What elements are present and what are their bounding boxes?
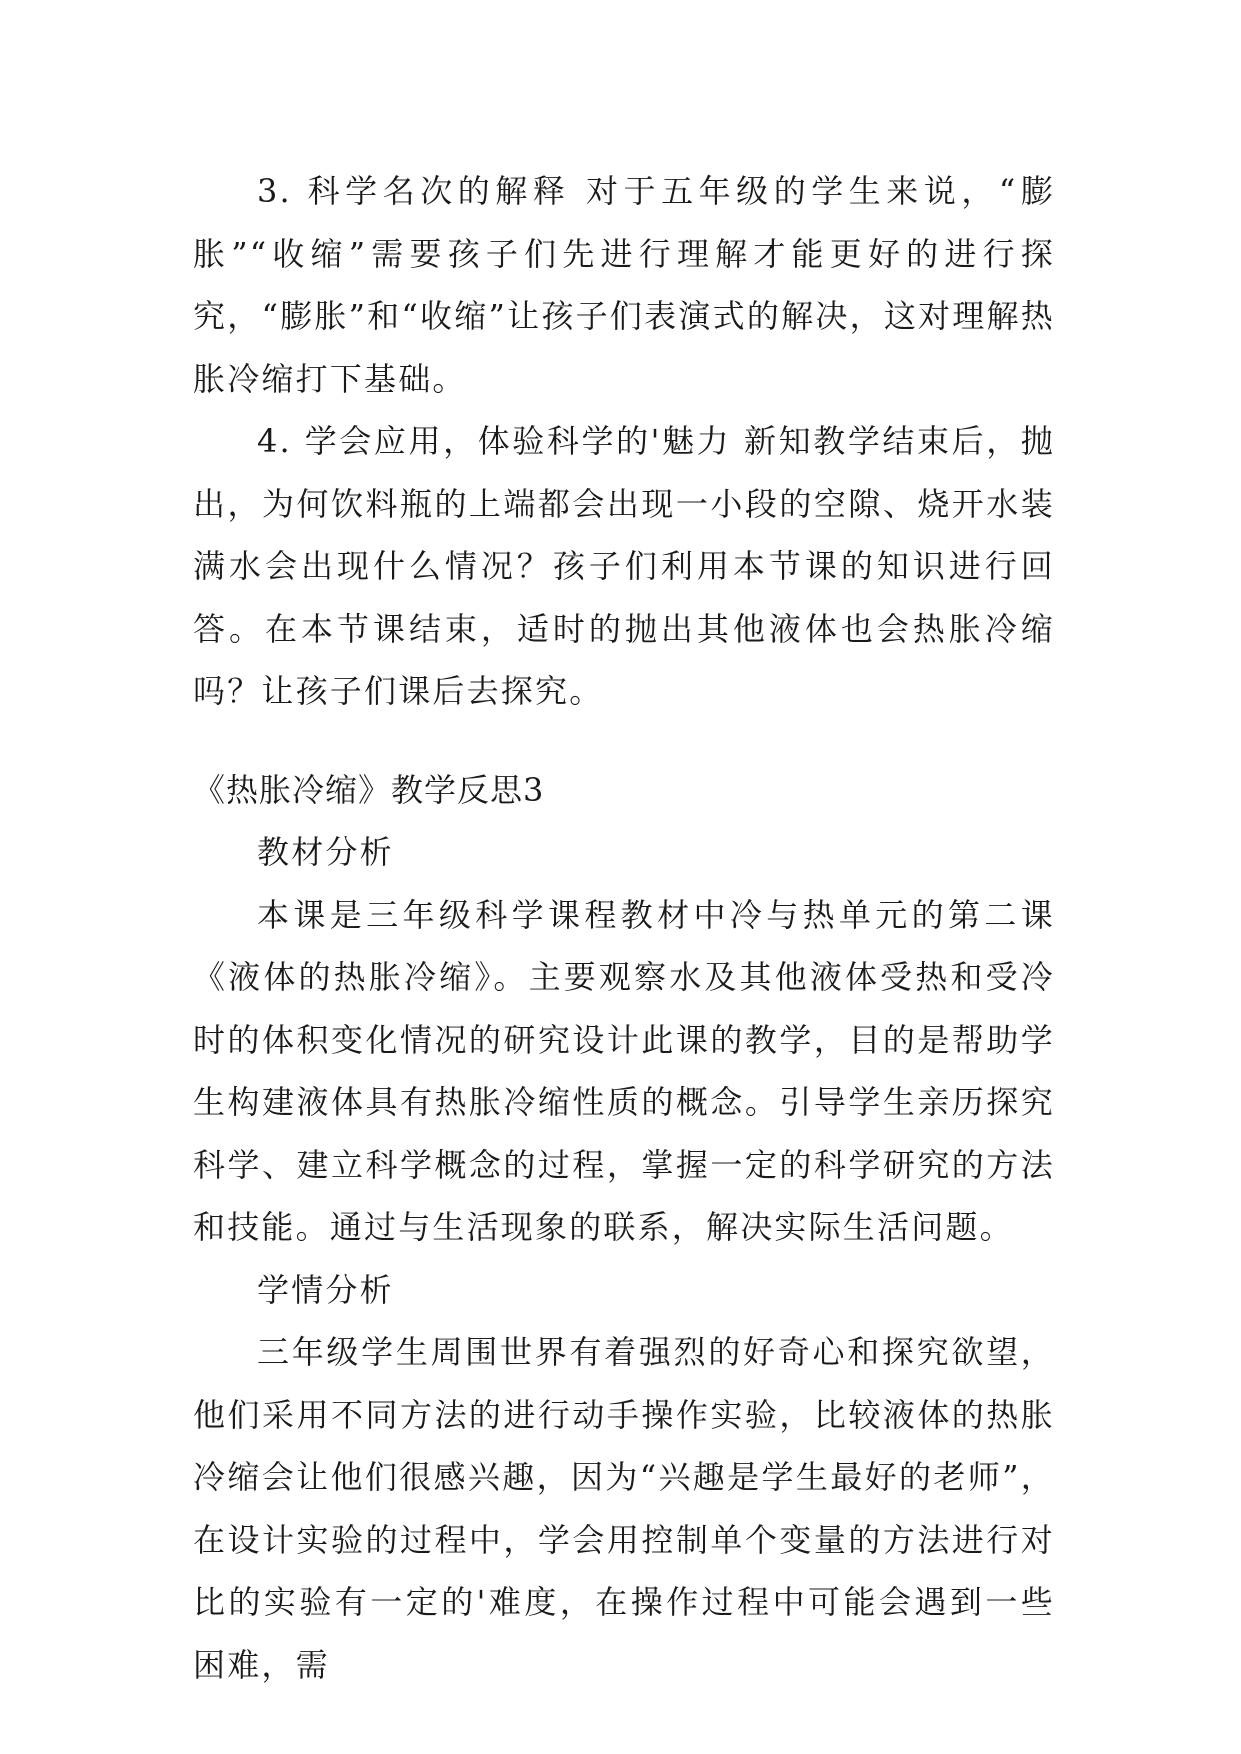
- section-title: 《热胀冷缩》教学反思3: [193, 770, 545, 809]
- subheading-student-analysis: 学情分析: [257, 1270, 394, 1309]
- paragraph-item-4: 4. 学会应用，体验科学的'魅力 新知教学结束后，抛出，为何饮料瓶的上端都会出现一小段的空隙、烧开水装满水会出现什么情况？孩子们利用本节课的知识进行回答。在本节课结束，适时的抛出其他液体也会热胀冷缩吗？让孩子们课后去探究。: [193, 422, 1055, 710]
- document-page: [193, 160, 1055, 1696]
- paragraph-textbook-analysis: 本课是三年级科学课程教材中冷与热单元的第二课《液体的热胀冷缩》。主要观察水及其他液体受热和受冷时的体积变化情况的研究设计此课的教学，目的是帮助学生构建液体具有热胀冷缩性质的概念。引导学生亲历探究科学、建立科学概念的过程，掌握一定的科学研究的方法和技能。通过与生活现象的联系，解决实际生活问题。: [193, 895, 1055, 1246]
- paragraph-item-3: 3. 科学名次的解释 对于五年级的学生来说，“膨胀”“收缩”需要孩子们先进行理解才能更好的进行探究，“膨胀”和“收缩”让孩子们表演式的解决，这对理解热胀冷缩打下基础。: [193, 172, 1055, 398]
- subheading-textbook-analysis: 教材分析: [257, 833, 394, 871]
- section-spacer: [193, 723, 1055, 759]
- paragraph-student-analysis: 三年级学生周围世界有着强烈的好奇心和探究欲望，他们采用不同方法的进行动手操作实验，比较液体的热胀冷缩会让他们很感兴趣，因为“兴趣是学生最好的老师”，在设计实验的过程中，学会用控制单个变量的方法进行对比的实验有一定的'难度，在操作过程中可能会遇到一些困难，需: [193, 1333, 1055, 1684]
